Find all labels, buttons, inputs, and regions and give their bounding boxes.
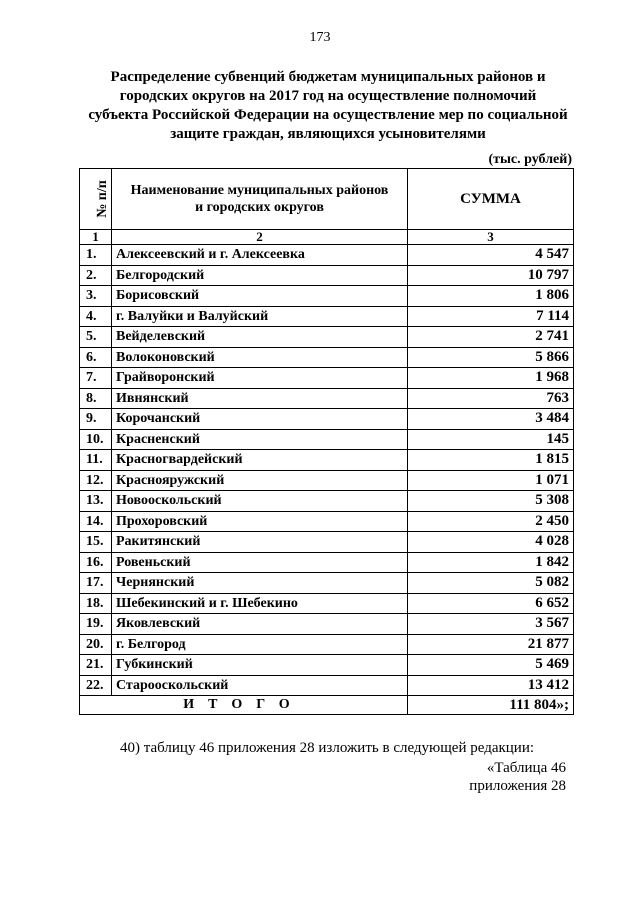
row-value: 5 308 xyxy=(408,491,574,512)
page-number: 173 xyxy=(309,30,331,45)
row-name: Яковлевский xyxy=(112,614,408,635)
row-number: 4. xyxy=(80,306,112,327)
row-value: 3 484 xyxy=(408,409,574,430)
row-name: Грайворонский xyxy=(112,368,408,389)
row-name: Волоконовский xyxy=(112,347,408,368)
body-text: 40) таблицу 46 приложения 28 изложить в следующей редакции: xyxy=(120,740,535,756)
table-row xyxy=(80,593,574,614)
row-number: 18. xyxy=(80,593,112,614)
row-number: 15. xyxy=(80,532,112,553)
table-row xyxy=(80,634,574,655)
table-row xyxy=(80,265,574,286)
table-body xyxy=(80,245,574,696)
row-name: Ровеньский xyxy=(112,552,408,573)
table-row xyxy=(80,429,574,450)
row-number: 3. xyxy=(80,286,112,307)
table-row xyxy=(80,286,574,307)
row-value: 1 806 xyxy=(408,286,574,307)
table-row xyxy=(80,409,574,430)
row-number: 22. xyxy=(80,675,112,696)
table-row xyxy=(80,573,574,594)
row-name: Красногвардейский xyxy=(112,450,408,471)
row-value: 2 450 xyxy=(408,511,574,532)
row-value: 4 547 xyxy=(408,245,574,266)
row-number: 19. xyxy=(80,614,112,635)
row-name: г. Валуйки и Валуйский xyxy=(112,306,408,327)
table-row xyxy=(80,552,574,573)
document-title xyxy=(80,68,576,144)
row-name: Прохоровский xyxy=(112,511,408,532)
row-number: 8. xyxy=(80,388,112,409)
row-value: 763 xyxy=(408,388,574,409)
title-line-3: субъекта Российской Федерации на осуществление мер по социальной xyxy=(88,107,568,123)
header-sum: СУММА xyxy=(408,169,574,230)
row-number: 6. xyxy=(80,347,112,368)
row-name: Чернянский xyxy=(112,573,408,594)
total-value: 111 804»; xyxy=(408,696,574,715)
row-name: Вейделевский xyxy=(112,327,408,348)
row-name: Борисовский xyxy=(112,286,408,307)
row-number: 5. xyxy=(80,327,112,348)
row-value: 5 866 xyxy=(408,347,574,368)
table-row xyxy=(80,306,574,327)
total-label: ИТОГО xyxy=(80,696,408,715)
row-value: 3 567 xyxy=(408,614,574,635)
row-name: Белгородский xyxy=(112,265,408,286)
row-value: 2 741 xyxy=(408,327,574,348)
table-row xyxy=(80,470,574,491)
row-number: 20. xyxy=(80,634,112,655)
row-value: 5 082 xyxy=(408,573,574,594)
row-value: 10 797 xyxy=(408,265,574,286)
table-row xyxy=(80,347,574,368)
row-value: 21 877 xyxy=(408,634,574,655)
table-row xyxy=(80,675,574,696)
row-name: г. Белгород xyxy=(112,634,408,655)
row-name: Шебекинский и г. Шебекино xyxy=(112,593,408,614)
title-line-4: защите граждан, являющихся усыновителями xyxy=(170,126,486,142)
table-row xyxy=(80,245,574,266)
row-number: 14. xyxy=(80,511,112,532)
row-number: 7. xyxy=(80,368,112,389)
column-number: 1 xyxy=(80,230,112,245)
header-num: № п/п xyxy=(80,169,112,230)
row-value: 1 842 xyxy=(408,552,574,573)
row-number: 10. xyxy=(80,429,112,450)
row-name: Краснояружский xyxy=(112,470,408,491)
row-name: Красненский xyxy=(112,429,408,450)
row-number: 16. xyxy=(80,552,112,573)
column-number: 2 xyxy=(112,230,408,245)
table-row xyxy=(80,532,574,553)
row-name: Корочанский xyxy=(112,409,408,430)
row-name: Губкинский xyxy=(112,655,408,676)
row-name: Старооскольский xyxy=(112,675,408,696)
table-row xyxy=(80,511,574,532)
table-row xyxy=(80,388,574,409)
row-value: 4 028 xyxy=(408,532,574,553)
table-row xyxy=(80,450,574,471)
row-value: 5 469 xyxy=(408,655,574,676)
table-row xyxy=(80,491,574,512)
row-number: 17. xyxy=(80,573,112,594)
title-line-2: городских округов на 2017 год на осуществление полномочий xyxy=(119,88,537,104)
row-number: 1. xyxy=(80,245,112,266)
row-number: 11. xyxy=(80,450,112,471)
subvention-table xyxy=(79,168,574,715)
table-row xyxy=(80,327,574,348)
row-name: Ракитянский xyxy=(112,532,408,553)
row-value: 7 114 xyxy=(408,306,574,327)
row-number: 13. xyxy=(80,491,112,512)
row-value: 13 412 xyxy=(408,675,574,696)
row-name: Новооскольский xyxy=(112,491,408,512)
row-number: 9. xyxy=(80,409,112,430)
column-number: 3 xyxy=(408,230,574,245)
row-value: 1 815 xyxy=(408,450,574,471)
row-value: 1 968 xyxy=(408,368,574,389)
next-table-ref-line-2: приложения 28 xyxy=(469,778,566,794)
units-label: (тыс. рублей) xyxy=(488,152,572,167)
total-row xyxy=(80,696,574,715)
next-table-ref-line-1: «Таблица 46 xyxy=(486,760,566,776)
table-row xyxy=(80,655,574,676)
row-value: 6 652 xyxy=(408,593,574,614)
row-number: 21. xyxy=(80,655,112,676)
row-value: 145 xyxy=(408,429,574,450)
table-row xyxy=(80,368,574,389)
table-row xyxy=(80,614,574,635)
table-header-row xyxy=(80,169,574,230)
header-name: Наименование муниципальных районов и городских округов xyxy=(112,169,408,230)
row-value: 1 071 xyxy=(408,470,574,491)
row-number: 2. xyxy=(80,265,112,286)
row-name: Алексеевский и г. Алексеевка xyxy=(112,245,408,266)
row-number: 12. xyxy=(80,470,112,491)
column-numbers-row xyxy=(80,230,574,245)
row-name: Ивнянский xyxy=(112,388,408,409)
title-line-1: Распределение субвенций бюджетам муниципальных районов и xyxy=(110,69,546,85)
